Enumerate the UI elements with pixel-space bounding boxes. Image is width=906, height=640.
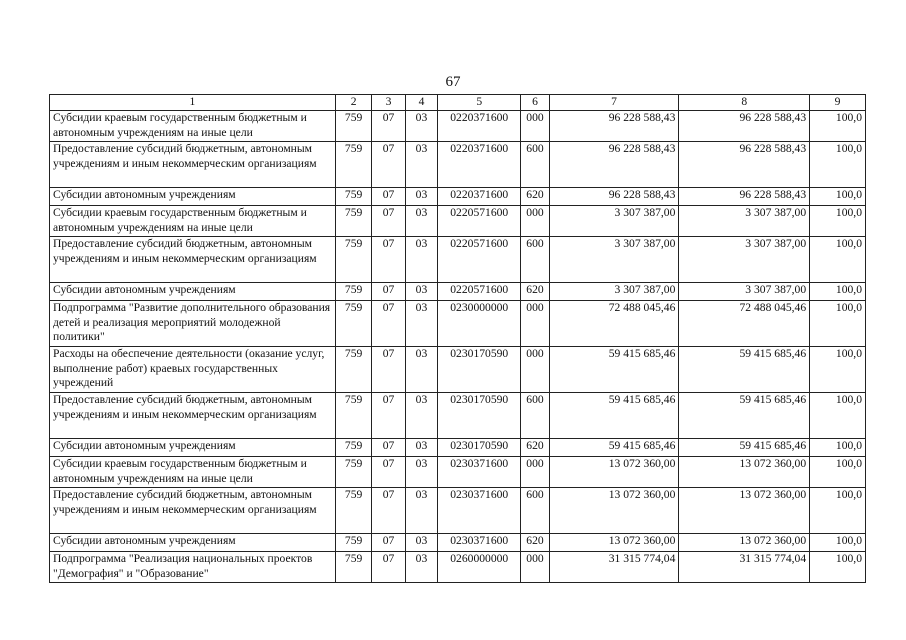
target-article-code: 0230170590: [438, 439, 521, 457]
subsection-code: 03: [405, 439, 437, 457]
column-header: 2: [335, 95, 371, 111]
subsection-code: 03: [405, 188, 437, 206]
actual-amount: 13 072 360,00: [679, 534, 810, 552]
planned-amount: 72 488 045,46: [549, 301, 679, 347]
actual-amount: 3 307 387,00: [679, 283, 810, 301]
planned-amount: 59 415 685,46: [549, 439, 679, 457]
execution-percent: 100,0: [810, 237, 866, 283]
row-name: Субсидии краевым государственным бюджетным и автономным учреждениям на иные цели: [50, 457, 336, 488]
target-article-code: 0220571600: [438, 237, 521, 283]
planned-amount: 96 228 588,43: [549, 188, 679, 206]
planned-amount: 3 307 387,00: [549, 283, 679, 301]
subsection-code: 03: [405, 488, 437, 534]
planned-amount: 59 415 685,46: [549, 393, 679, 439]
target-article-code: 0230170590: [438, 393, 521, 439]
table-row: [50, 237, 866, 283]
expense-type-code: 600: [521, 142, 549, 188]
table-row: [50, 552, 866, 583]
table-row: [50, 283, 866, 301]
column-header: 8: [679, 95, 810, 111]
column-header: 7: [549, 95, 679, 111]
planned-amount: 13 072 360,00: [549, 488, 679, 534]
subsection-code: 03: [405, 111, 437, 142]
section-code: 07: [372, 283, 405, 301]
table-row: [50, 142, 866, 188]
target-article-code: 0220371600: [438, 188, 521, 206]
execution-percent: 100,0: [810, 188, 866, 206]
actual-amount: 13 072 360,00: [679, 457, 810, 488]
admin-code: 759: [335, 439, 371, 457]
admin-code: 759: [335, 301, 371, 347]
expense-type-code: 000: [521, 206, 549, 237]
admin-code: 759: [335, 552, 371, 583]
subsection-code: 03: [405, 237, 437, 283]
subsection-code: 03: [405, 534, 437, 552]
table-row: [50, 457, 866, 488]
execution-percent: 100,0: [810, 111, 866, 142]
expense-type-code: 000: [521, 347, 549, 393]
actual-amount: 31 315 774,04: [679, 552, 810, 583]
subsection-code: 03: [405, 301, 437, 347]
target-article-code: 0230170590: [438, 347, 521, 393]
target-article-code: 0220371600: [438, 142, 521, 188]
expense-type-code: 620: [521, 534, 549, 552]
row-name: Субсидии автономным учреждениям: [50, 439, 336, 457]
column-header: 3: [372, 95, 405, 111]
subsection-code: 03: [405, 552, 437, 583]
header-row: [50, 95, 866, 111]
budget-table: [49, 94, 866, 583]
table-row: [50, 439, 866, 457]
expense-type-code: 620: [521, 188, 549, 206]
section-code: 07: [372, 488, 405, 534]
table-row: [50, 206, 866, 237]
admin-code: 759: [335, 457, 371, 488]
actual-amount: 3 307 387,00: [679, 206, 810, 237]
subsection-code: 03: [405, 283, 437, 301]
page-number: 67: [445, 74, 461, 90]
section-code: 07: [372, 301, 405, 347]
section-code: 07: [372, 347, 405, 393]
column-header: 1: [50, 95, 336, 111]
column-header: 6: [521, 95, 549, 111]
row-name: Субсидии автономным учреждениям: [50, 283, 336, 301]
execution-percent: 100,0: [810, 457, 866, 488]
execution-percent: 100,0: [810, 142, 866, 188]
execution-percent: 100,0: [810, 393, 866, 439]
section-code: 07: [372, 393, 405, 439]
subsection-code: 03: [405, 142, 437, 188]
expense-type-code: 000: [521, 457, 549, 488]
section-code: 07: [372, 534, 405, 552]
target-article-code: 0230371600: [438, 534, 521, 552]
table-row: [50, 301, 866, 347]
row-name: Субсидии автономным учреждениям: [50, 534, 336, 552]
target-article-code: 0230000000: [438, 301, 521, 347]
expense-type-code: 600: [521, 237, 549, 283]
row-name: Подпрограмма "Реализация национальных проектов "Демография" и "Образование": [50, 552, 336, 583]
row-name: Предоставление субсидий бюджетным, автономным учреждениям и иным некоммерческим организациям: [50, 237, 336, 283]
row-name: Субсидии автономным учреждениям: [50, 188, 336, 206]
table-row: [50, 393, 866, 439]
row-name: Субсидии краевым государственным бюджетным и автономным учреждениям на иные цели: [50, 206, 336, 237]
actual-amount: 72 488 045,46: [679, 301, 810, 347]
section-code: 07: [372, 206, 405, 237]
subsection-code: 03: [405, 457, 437, 488]
planned-amount: 13 072 360,00: [549, 534, 679, 552]
expense-type-code: 620: [521, 439, 549, 457]
admin-code: 759: [335, 206, 371, 237]
expense-type-code: 600: [521, 393, 549, 439]
expense-type-code: 000: [521, 301, 549, 347]
admin-code: 759: [335, 347, 371, 393]
planned-amount: 31 315 774,04: [549, 552, 679, 583]
execution-percent: 100,0: [810, 206, 866, 237]
execution-percent: 100,0: [810, 488, 866, 534]
execution-percent: 100,0: [810, 534, 866, 552]
planned-amount: 96 228 588,43: [549, 142, 679, 188]
target-article-code: 0220571600: [438, 283, 521, 301]
section-code: 07: [372, 457, 405, 488]
table-row: [50, 488, 866, 534]
section-code: 07: [372, 552, 405, 583]
expense-type-code: 000: [521, 111, 549, 142]
admin-code: 759: [335, 393, 371, 439]
subsection-code: 03: [405, 393, 437, 439]
subsection-code: 03: [405, 347, 437, 393]
actual-amount: 59 415 685,46: [679, 347, 810, 393]
table-row: [50, 347, 866, 393]
subsection-code: 03: [405, 206, 437, 237]
execution-percent: 100,0: [810, 552, 866, 583]
section-code: 07: [372, 237, 405, 283]
section-code: 07: [372, 439, 405, 457]
row-name: Субсидии краевым государственным бюджетным и автономным учреждениям на иные цели: [50, 111, 336, 142]
actual-amount: 96 228 588,43: [679, 111, 810, 142]
admin-code: 759: [335, 534, 371, 552]
column-header: 4: [405, 95, 437, 111]
expense-type-code: 600: [521, 488, 549, 534]
execution-percent: 100,0: [810, 283, 866, 301]
row-name: Предоставление субсидий бюджетным, автономным учреждениям и иным некоммерческим организациям: [50, 142, 336, 188]
planned-amount: 3 307 387,00: [549, 206, 679, 237]
target-article-code: 0220571600: [438, 206, 521, 237]
table-row: [50, 534, 866, 552]
actual-amount: 3 307 387,00: [679, 237, 810, 283]
row-name: Предоставление субсидий бюджетным, автономным учреждениям и иным некоммерческим организациям: [50, 488, 336, 534]
execution-percent: 100,0: [810, 347, 866, 393]
admin-code: 759: [335, 111, 371, 142]
target-article-code: 0230371600: [438, 457, 521, 488]
target-article-code: 0260000000: [438, 552, 521, 583]
planned-amount: 59 415 685,46: [549, 347, 679, 393]
column-header: 5: [438, 95, 521, 111]
planned-amount: 96 228 588,43: [549, 111, 679, 142]
target-article-code: 0230371600: [438, 488, 521, 534]
row-name: Подпрограмма "Развитие дополнительного образования детей и реализация мероприятий молодежной политики": [50, 301, 336, 347]
table-row: [50, 111, 866, 142]
admin-code: 759: [335, 283, 371, 301]
actual-amount: 13 072 360,00: [679, 488, 810, 534]
admin-code: 759: [335, 488, 371, 534]
actual-amount: 59 415 685,46: [679, 439, 810, 457]
expense-type-code: 620: [521, 283, 549, 301]
actual-amount: 96 228 588,43: [679, 142, 810, 188]
target-article-code: 0220371600: [438, 111, 521, 142]
section-code: 07: [372, 111, 405, 142]
actual-amount: 59 415 685,46: [679, 393, 810, 439]
row-name: Расходы на обеспечение деятельности (оказание услуг, выполнение работ) краевых государственных учреждений: [50, 347, 336, 393]
execution-percent: 100,0: [810, 301, 866, 347]
expense-type-code: 000: [521, 552, 549, 583]
admin-code: 759: [335, 142, 371, 188]
section-code: 07: [372, 142, 405, 188]
actual-amount: 96 228 588,43: [679, 188, 810, 206]
row-name: Предоставление субсидий бюджетным, автономным учреждениям и иным некоммерческим организациям: [50, 393, 336, 439]
column-header: 9: [810, 95, 866, 111]
admin-code: 759: [335, 188, 371, 206]
table-row: [50, 188, 866, 206]
planned-amount: 3 307 387,00: [549, 237, 679, 283]
admin-code: 759: [335, 237, 371, 283]
execution-percent: 100,0: [810, 439, 866, 457]
planned-amount: 13 072 360,00: [549, 457, 679, 488]
section-code: 07: [372, 188, 405, 206]
